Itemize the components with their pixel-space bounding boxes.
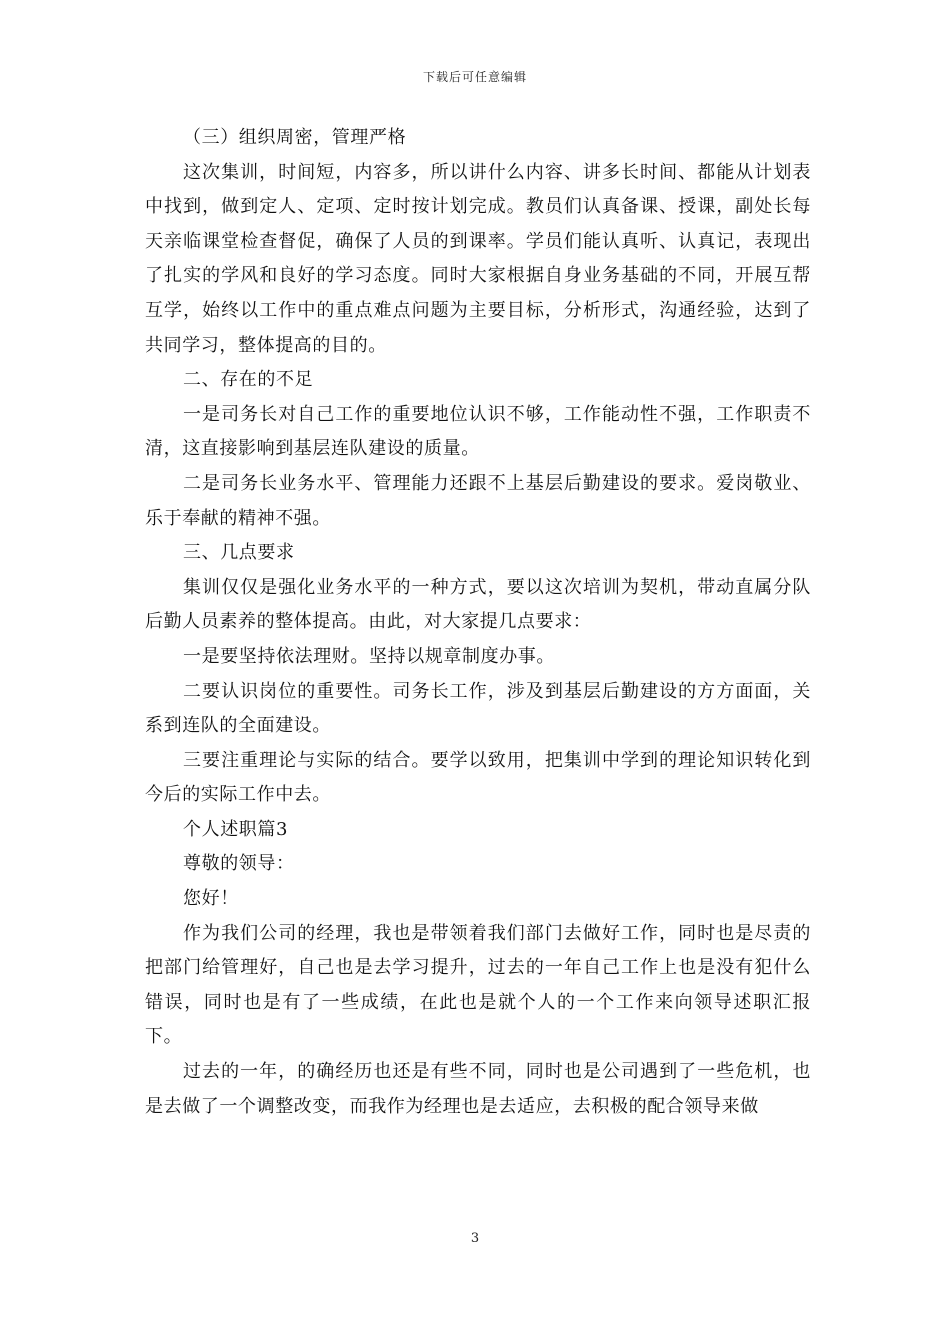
section-heading-requirements: 三、几点要求 xyxy=(183,542,295,564)
body-paragraph: 三要注重理论与实际的结合。要学以致用，把集训中学到的理论知识转化到今后的实际工作中去。 xyxy=(145,749,811,806)
salutation: 尊敬的领导： xyxy=(183,853,295,875)
body-paragraph: 一是要坚持依法理财。坚持以规章制度办事。 xyxy=(183,645,555,667)
body-paragraph: 这次集训，时间短，内容多，所以讲什么内容、讲多长时间、都能从计划表中找到，做到定人、定项、定时按计划完成。教员们认真备课、授课，副处长每天亲临课堂检查督促，确保了人员的到课率。学员们能认真听、认真记，表现出了扎实的学风和良好的学习态度。同时大家根据自身业务基础的不同，开展互帮互学，始终以工作中的重点难点问题为主要目标，分析形式，沟通经验，达到了共同学习，整体提高的目的。 xyxy=(145,161,811,356)
page-number: 3 xyxy=(470,1231,480,1246)
body-paragraph: 集训仅仅是强化业务水平的一种方式，要以这次培训为契机，带动直属分队后勤人员素养的整体提高。由此，对大家提几点要求： xyxy=(145,576,811,633)
body-paragraph: 二要认识岗位的重要性。司务长工作，涉及到基层后勤建设的方方面面，关系到连队的全面建设。 xyxy=(145,680,811,737)
body-paragraph: 作为我们公司的经理，我也是带领着我们部门去做好工作，同时也是尽责的把部门给管理好，自己也是去学习提升，过去的一年自己工作上也是没有犯什么错误，同时也是有了一些成绩，在此也是就个人的一个工作来向领导述职汇报下。 xyxy=(145,922,811,1048)
greeting: 您好！ xyxy=(183,888,239,910)
body-paragraph: 二是司务长业务水平、管理能力还跟不上基层后勤建设的要求。爱岗敬业、乐于奉献的精神不强。 xyxy=(145,472,811,529)
document-body xyxy=(145,121,811,1124)
body-paragraph: 一是司务长对自己工作的重要地位认识不够，工作能动性不强，工作职责不清，这直接影响到基层连队建设的质量。 xyxy=(145,403,811,460)
body-paragraph: 过去的一年，的确经历也还是有些不同，同时也是公司遇到了一些危机，也是去做了一个调整改变，而我作为经理也是去适应，去积极的配合领导来做 xyxy=(145,1061,811,1117)
section-heading-shortcomings: 二、存在的不足 xyxy=(183,369,314,391)
section-heading-report-3: 个人述职篇3 xyxy=(183,818,289,840)
section-heading-organization: （三）组织周密，管理严格 xyxy=(183,127,407,148)
page-header: 下载后可任意编辑 xyxy=(422,70,527,84)
